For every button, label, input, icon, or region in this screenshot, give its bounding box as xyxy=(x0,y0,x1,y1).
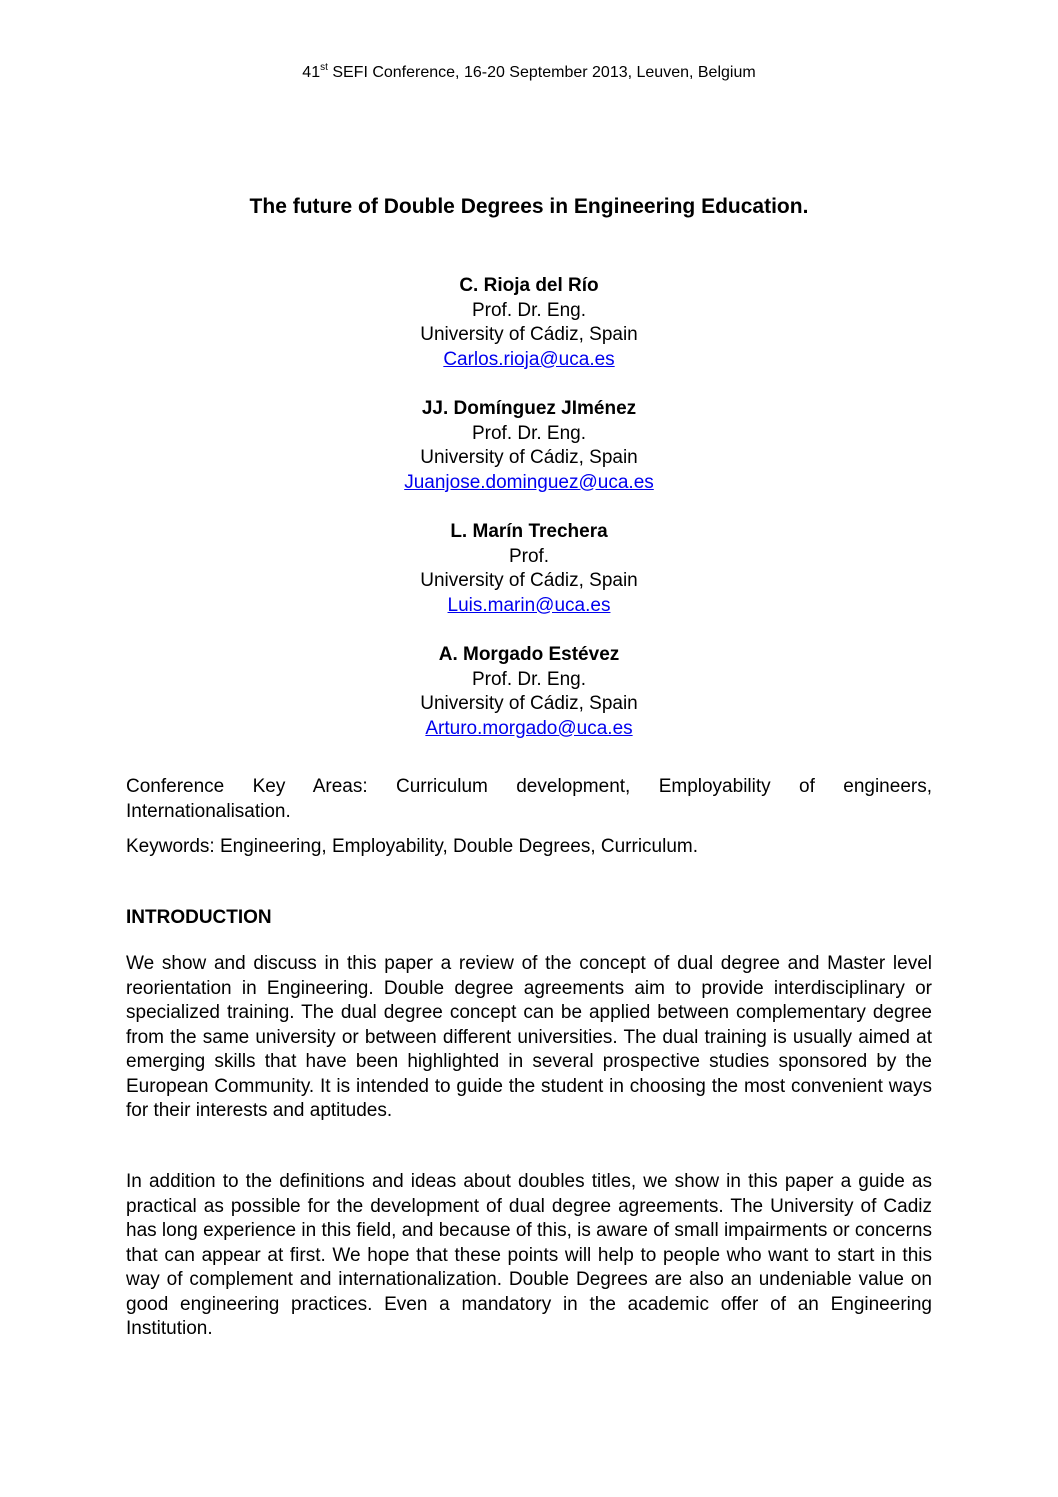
author-position: Prof. xyxy=(508,545,550,567)
author-position: Prof. Dr. Eng. xyxy=(471,668,587,690)
author-block xyxy=(0,397,1058,495)
author-affiliation: University of Cádiz, Spain xyxy=(420,324,638,345)
conference-ordinal-number: 41 xyxy=(302,64,321,81)
author-email-link[interactable]: Carlos.rioja@uca.es xyxy=(443,348,615,370)
author-affiliation: University of Cádiz, Spain xyxy=(420,570,638,591)
body-paragraph: In addition to the definitions and ideas about doubles titles, we show in this paper a guide as practical as possible for the development of dual degree agreements. The University of Cadiz has long experience in this field, and because of this, is aware of small impairments or concerns that can appear at first. We hope that these points will help to people who want to start in this way of complement and internationalization. Double Degrees are also an undeniable value on good engineering practices. Even a mandatory in the academic offer of an Engineering Institution. xyxy=(126,1171,932,1339)
author-name: C. Rioja del Río xyxy=(459,275,599,296)
author-email-link[interactable]: Luis.marin@uca.es xyxy=(447,594,611,616)
author-affiliation: University of Cádiz, Spain xyxy=(420,447,638,468)
author-email-link[interactable]: Arturo.morgado@uca.es xyxy=(425,717,633,739)
author-block xyxy=(0,520,1058,618)
author-name: L. Marín Trechera xyxy=(450,521,608,542)
author-block xyxy=(0,643,1058,741)
conference-header xyxy=(0,62,1058,84)
author-block xyxy=(0,274,1058,372)
author-name: JJ. Domínguez JIménez xyxy=(421,398,637,419)
conference-key-areas: Conference Key Areas: Curriculum development, Employability of engineers, Internationalisation. xyxy=(126,776,932,822)
conference-ordinal-suffix: st xyxy=(320,61,328,73)
paper-title: The future of Double Degrees in Engineering Education. xyxy=(249,195,809,218)
author-affiliation: University of Cádiz, Spain xyxy=(420,693,638,714)
author-name: A. Morgado Estévez xyxy=(438,644,620,665)
author-list xyxy=(0,274,1058,766)
conference-text: SEFI Conference, 16-20 September 2013, Leuven, Belgium xyxy=(327,64,756,81)
author-email-link[interactable]: Juanjose.dominguez@uca.es xyxy=(404,471,654,493)
section-heading-introduction: INTRODUCTION xyxy=(126,907,272,928)
author-position: Prof. Dr. Eng. xyxy=(471,299,587,321)
author-position: Prof. Dr. Eng. xyxy=(471,422,587,444)
body-paragraph: We show and discuss in this paper a review of the concept of dual degree and Master level reorientation in Engineering. Double degree agreements aim to provide interdisciplinary or specialized training. The dual degree concept can be applied between complementary degree from the same university or between different universities. The dual training is usually aimed at emerging skills that have been highlighted in several prospective studies sponsored by the European Community. It is intended to guide the student in choosing the most convenient ways for their interests and aptitudes. xyxy=(126,953,932,1121)
keywords: Keywords: Engineering, Employability, Double Degrees, Curriculum. xyxy=(126,836,699,857)
